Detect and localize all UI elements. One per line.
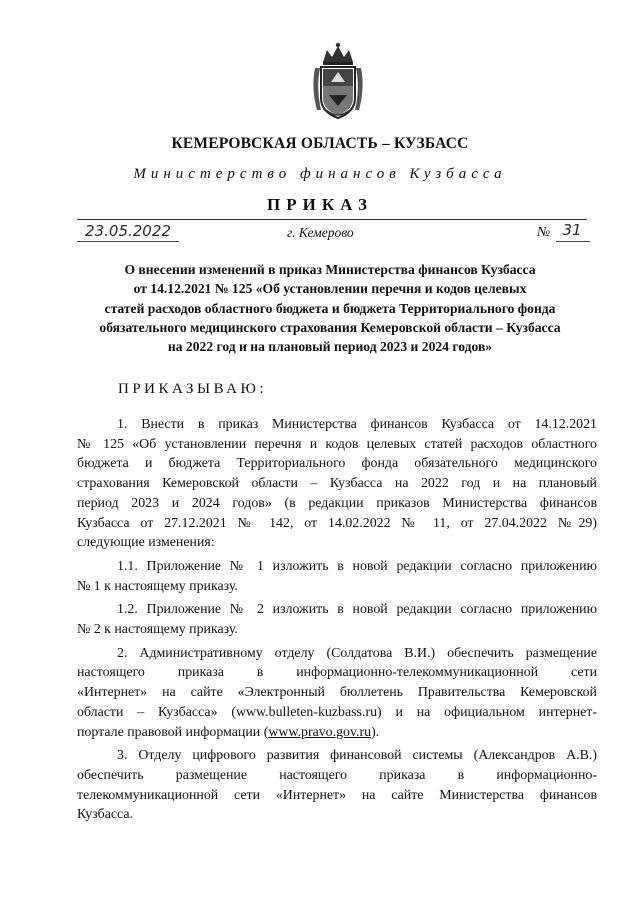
body-line: Кузбасса. [77,807,134,823]
title-line: на 2022 год и на плановый период 2023 и 2024 годов» [167,339,493,355]
body-line: следующие изменения: [77,535,215,551]
title-line: обязательного медицинского страхования Кемеровской области – Кузбасса [99,319,561,335]
body-line: бюджета и бюджета Территориального фонда обязательного медицинского [77,456,597,472]
order-date: 23.05.2022 [85,222,171,240]
number-underline [556,241,590,242]
date-underline [77,241,179,242]
title-line: статей расходов областного бюджета и бюджета Территориального фонда [104,300,556,316]
body-line: период 2023 и 2024 годов» (в редакции приказов Министерства финансов [77,495,597,511]
order-title [60,260,600,356]
order-word: ПРИКАЗЫВАЮ: [118,381,268,397]
pravo-link[interactable]: www.pravo.gov.ru [268,724,372,740]
title-line: от 14.12.2021 № 125 «Об установлении перечня и кодов целевых [133,281,527,297]
body-line: 3. Отделу цифрового развития финансовой системы (Александров А.В.) [117,748,597,764]
number-label: № [537,225,551,240]
body-text: ). [371,724,380,740]
header-divider [77,219,587,220]
body-text: портале правовой информации ( [77,724,269,740]
body-line: 1.2. Приложение № 2 изложить в новой редакции согласно приложению [117,602,597,618]
body-line: № 125 «Об установлении перечня и кодов целевых статей расходов областного [77,436,597,452]
body-line: страхования Кемеровской области – Кузбасса на 2022 год и на плановый [77,476,597,492]
city-name: г. Кемерово [287,225,354,240]
body-line: «Интернет» на сайте «Электронный бюллетень Правительства Кемеровской [77,685,597,701]
document-type: ПРИКАЗ [267,195,373,214]
body-line: № 2 к настоящему приказу. [77,622,238,638]
body-line: 1.1. Приложение № 1 изложить в новой редакции согласно приложению [117,558,597,574]
coat-of-arms-emblem [309,40,367,122]
region-title: КЕМЕРОВСКАЯ ОБЛАСТЬ – КУЗБАСС [171,135,469,152]
body-line: № 1 к настоящему приказу. [77,578,238,594]
body-line [77,723,597,743]
ministry-name: Министерство финансов Кузбасса [133,166,507,182]
body-line: области – Кузбасса» (www.bulleten-kuzbass.ru) и на официальном интернет- [77,704,597,720]
body-line: обеспечить размещение настоящего приказа в информационно- [77,767,597,783]
title-line: О внесении изменений в приказ Министерства финансов Кузбасса [124,262,536,277]
order-body [77,415,597,825]
body-line: 2. Административному отделу (Солдатова В.И.) обеспечить размещение [117,645,597,661]
body-line: Кузбасса от 27.12.2021 № 142, от 14.02.2022 № 11, от 27.04.2022 №29) [77,515,597,531]
body-line: настоящего приказа в информационно-телекоммуникационной сети [77,665,597,681]
order-number: 31 [562,221,582,239]
body-line: 1. Внести в приказ Министерства финансов Кузбасса от 14.12.2021 [117,417,597,432]
body-line: телекоммуникационной сети «Интернет» на сайте Министерства финансов [77,787,597,803]
